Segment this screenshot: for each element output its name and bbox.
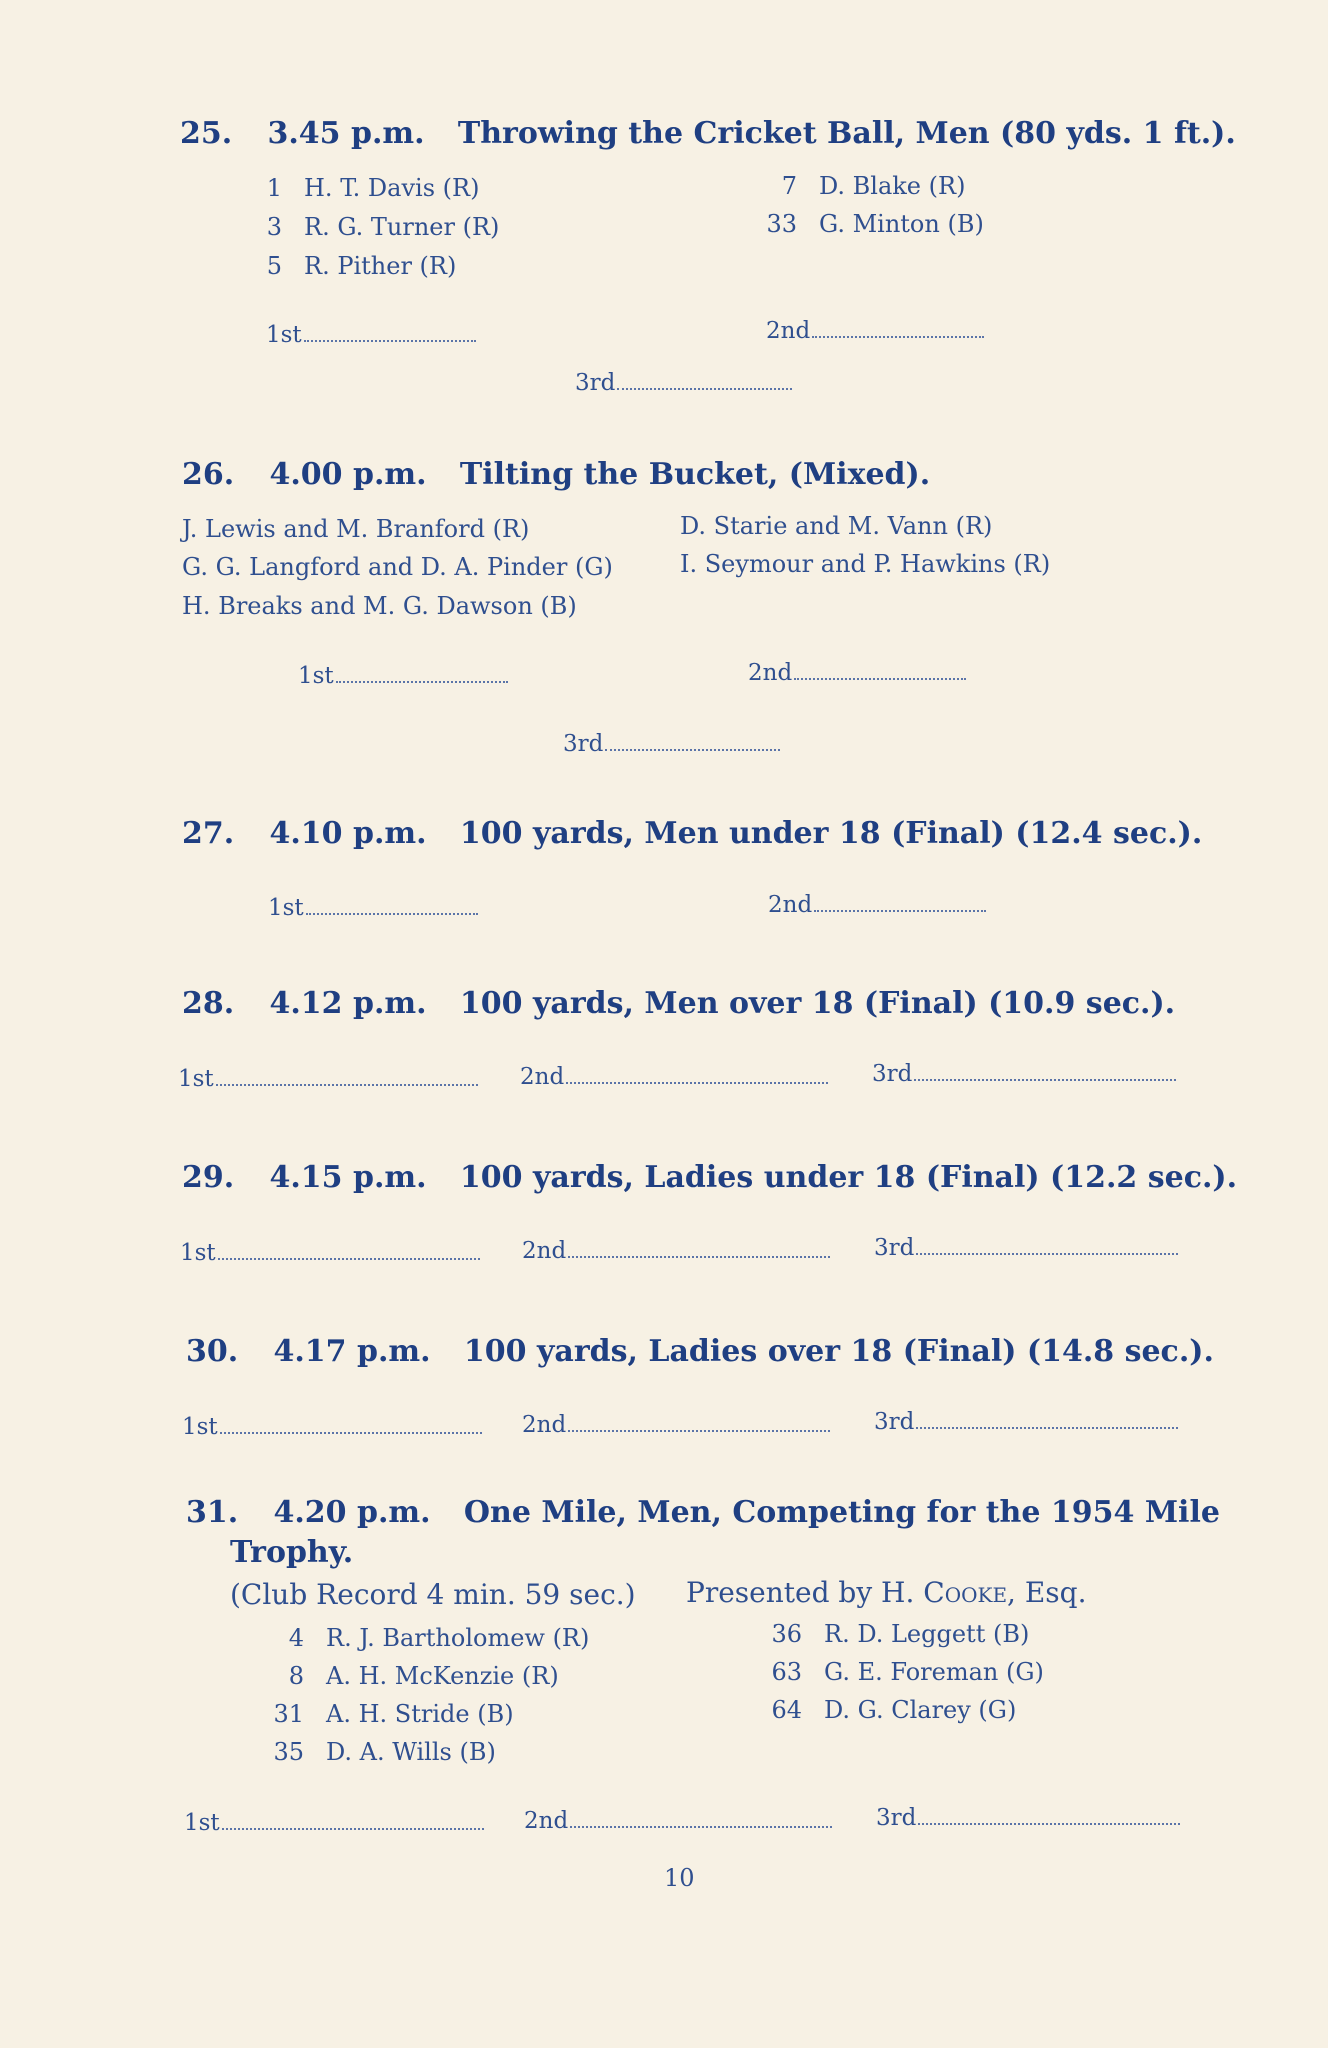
event-title: 100 yards, Ladies under 18 (Final) (12.2 sec.). [459,1160,1238,1195]
place-label: 2nd [766,318,811,344]
second-place-line [520,1064,828,1090]
entry: J. Lewis and M. Branford (R) [182,515,530,543]
event-26-heading [182,457,930,492]
second-place-line [748,660,966,686]
first-place-line [266,322,476,348]
first-place-line [182,1414,482,1440]
entry [763,172,965,200]
fill-in-line [918,1821,1180,1825]
second-place-line [766,318,984,344]
fill-in-line [304,338,476,342]
entry-name: R. G. Turner (R) [304,213,500,241]
event-number: 27. [182,816,235,851]
entry-number: 1 [266,174,282,202]
entry-number: 8 [288,1662,304,1690]
fill-in-line [605,747,780,751]
fill-in-line [222,1826,484,1830]
place-label: 1st [182,1414,218,1440]
entry [248,252,456,280]
second-place-line [522,1412,830,1438]
page-number: 10 [664,1864,695,1892]
fill-in-line [336,679,508,683]
entry-name: R. D. Leggett (B) [824,1620,1030,1648]
entry [270,1662,559,1690]
entry [768,1620,1029,1648]
third-place-line [575,370,792,396]
fill-in-line [794,676,966,680]
entry [270,1700,514,1728]
entry-number: 35 [273,1738,304,1766]
place-label: 2nd [524,1808,569,1834]
event-title: 100 yards, Ladies over 18 (Final) (14.8 sec.). [463,1334,1214,1369]
event-title: 100 yards, Men under 18 (Final) (12.4 sec.). [459,816,1203,851]
place-label: 3rd [575,370,616,396]
presented-by [686,1576,1086,1609]
place-label: 2nd [522,1412,567,1438]
third-place-line [872,1061,1176,1087]
third-place-line [563,731,780,757]
fill-in-line [566,1080,828,1084]
entry [768,1696,1016,1724]
place-label: 3rd [563,731,604,757]
entry: G. G. Langford and D. A. Pinder (G) [182,553,613,581]
event-title: One Mile, Men, Competing for the 1954 Mile [463,1495,1220,1530]
entry-name: R. Pither (R) [304,252,457,280]
event-number: 25. [180,116,233,151]
event-title: 100 yards, Men over 18 (Final) (10.9 sec.). [459,986,1176,1021]
third-place-line [876,1805,1180,1831]
event-25-heading [180,116,1236,151]
entry: I. Seymour and P. Hawkins (R) [680,550,1051,578]
entry-name: G. E. Foreman (G) [824,1658,1044,1686]
place-label: 1st [178,1066,214,1092]
entry-number: 5 [266,252,282,280]
fill-in-line [916,1251,1178,1255]
entry-name: D. A. Wills (B) [326,1738,496,1766]
event-number: 28. [182,986,235,1021]
event-time: 3.45 p.m. [267,116,425,151]
fill-in-line [568,1254,830,1258]
event-29-heading [182,1160,1237,1195]
entry-number: 33 [766,210,797,238]
fill-in-line [617,386,792,390]
presented-suffix: , Esq. [1007,1576,1087,1609]
entry: D. Starie and M. Vann (R) [680,512,993,540]
event-number: 31. [186,1495,239,1530]
second-place-line [522,1238,830,1264]
place-label: 1st [268,895,304,921]
place-label: 2nd [522,1238,567,1264]
first-place-line [184,1810,484,1836]
entry [270,1624,589,1652]
event-time: 4.10 p.m. [269,816,427,851]
event-28-heading [182,986,1175,1021]
entry [768,1658,1044,1686]
event-27-heading [182,816,1202,851]
event-30-heading [186,1334,1214,1369]
event-31-heading-continued: Trophy. [230,1535,354,1570]
fill-in-line [914,1077,1176,1081]
entry-name: R. J. Bartholomew (R) [326,1624,590,1652]
event-title: Tilting the Bucket, (Mixed). [459,457,931,492]
entry-number: 36 [771,1620,802,1648]
place-label: 3rd [874,1409,915,1435]
event-31-heading [186,1495,1220,1530]
entry-name: D. G. Clarey (G) [824,1696,1017,1724]
place-label: 1st [266,322,302,348]
entry-number: 7 [781,172,797,200]
place-label: 3rd [874,1235,915,1261]
first-place-line [298,663,508,689]
fill-in-line [812,334,984,338]
second-place-line [768,892,986,918]
place-label: 3rd [872,1061,913,1087]
fill-in-line [568,1428,830,1432]
event-number: 29. [182,1160,235,1195]
event-time: 4.17 p.m. [273,1334,431,1369]
entry [270,1738,496,1766]
fill-in-line [218,1256,480,1260]
fill-in-line [916,1425,1178,1429]
entry-name: A. H. Stride (B) [326,1700,514,1728]
place-label: 1st [184,1810,220,1836]
place-label: 1st [180,1240,216,1266]
entry-name: H. T. Davis (R) [304,174,480,202]
place-label: 2nd [748,660,793,686]
entry: H. Breaks and M. G. Dawson (B) [182,592,577,620]
event-number: 30. [186,1334,239,1369]
entry-number: 31 [273,1700,304,1728]
entry-number: 63 [771,1658,802,1686]
fill-in-line [814,908,986,912]
fill-in-line [220,1430,482,1434]
event-time: 4.12 p.m. [269,986,427,1021]
fill-in-line [306,911,478,915]
presenter-name: Cooke [923,1576,1008,1609]
entry [763,210,984,238]
club-record: (Club Record 4 min. 59 sec.) [230,1578,636,1611]
entry-number: 3 [266,213,282,241]
second-place-line [524,1808,832,1834]
presented-prefix: Presented by H. [686,1576,924,1609]
fill-in-line [216,1082,478,1086]
place-label: 3rd [876,1805,917,1831]
event-number: 26. [182,457,235,492]
event-time: 4.00 p.m. [269,457,427,492]
entry-name: G. Minton (B) [819,210,984,238]
event-time: 4.20 p.m. [273,1495,431,1530]
entry [248,174,479,202]
entry-number: 64 [771,1696,802,1724]
entry-number: 4 [288,1624,304,1652]
fill-in-line [570,1824,832,1828]
place-label: 1st [298,663,334,689]
entry-name: A. H. McKenzie (R) [326,1662,559,1690]
entry [248,213,499,241]
third-place-line [874,1409,1178,1435]
first-place-line [268,895,478,921]
event-title: Throwing the Cricket Ball, Men (80 yds. 1 ft.). [457,116,1236,151]
event-time: 4.15 p.m. [269,1160,427,1195]
entry-name: D. Blake (R) [819,172,966,200]
first-place-line [178,1066,478,1092]
place-label: 2nd [768,892,813,918]
first-place-line [180,1240,480,1266]
place-label: 2nd [520,1064,565,1090]
third-place-line [874,1235,1178,1261]
